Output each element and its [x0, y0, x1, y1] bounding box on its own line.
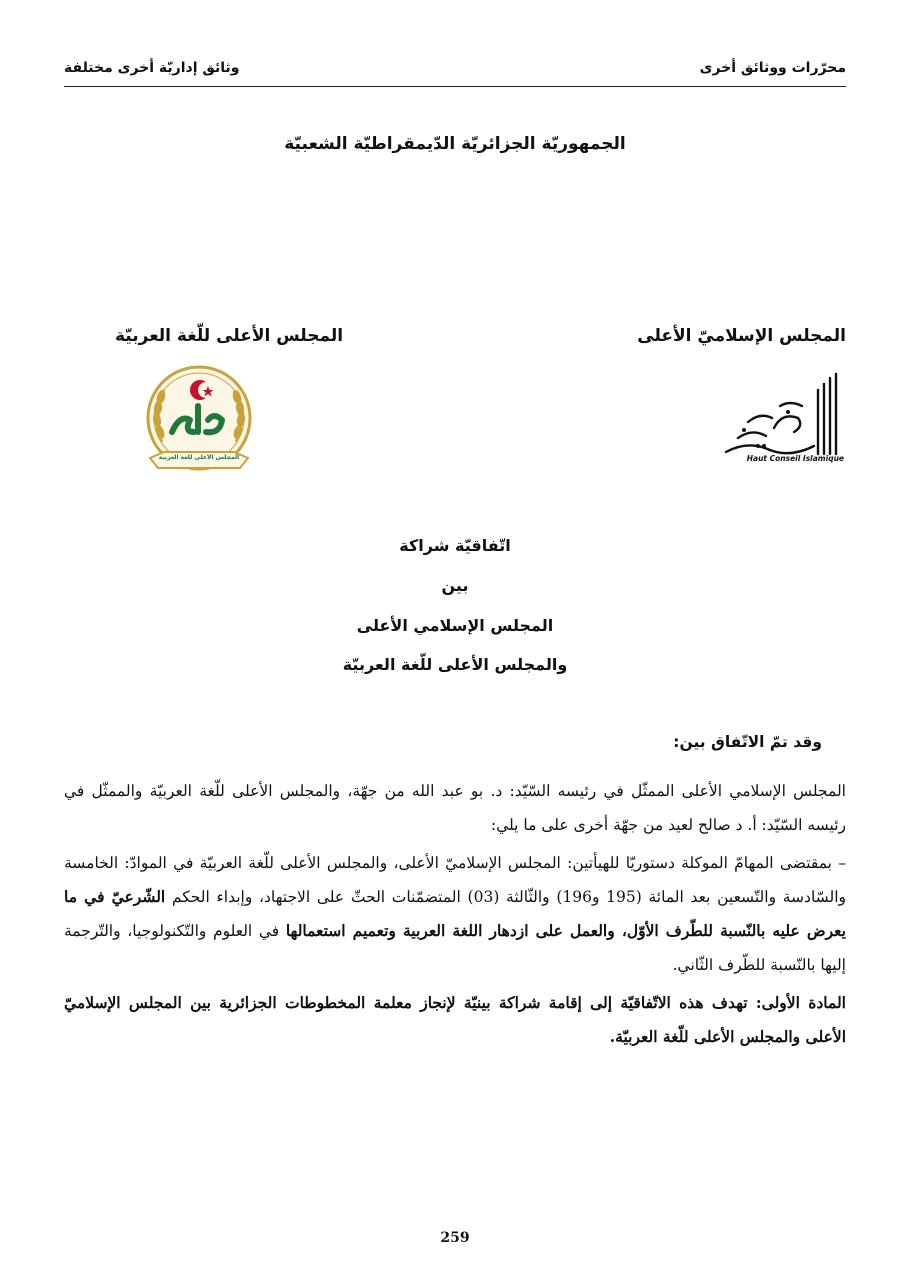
hcla-ribbon-text: المجلس الأعلى للغة العربية [158, 454, 240, 461]
institution-name-left: المجلس الأعلى للّغة العربيّة [115, 326, 344, 346]
institution-name-right: المجلس الإسلاميّ الأعلى [637, 326, 846, 346]
hci-calligraphy-icon [718, 366, 844, 458]
mandate-text-bold: الشّرعيّ في ما يعرض عليه بالنّسبة للطّرف الأوّل، والعمل على ازدهار اللغة العربية وتعميم استعمالها [64, 887, 846, 940]
hci-logo-caption: Haut Conseil Islamique [746, 454, 844, 463]
article-one: المادة الأولى: تهدف هذه الاتّفاقيّة إلى إقامة شراكة بينيّة لإنجاز معلمة المخطوطات الجزائرية بين المجلس الإسلاميّ الأعلى والمجلس الأعلى للّغة العربيّة. [64, 993, 846, 1046]
mandate-paragraph [64, 846, 846, 982]
parties-paragraph: المجلس الإسلامي الأعلى الممثّل في رئيسه السّيّد: د. بو عبد الله من جهّة، والمجلس الأعلى للّغة العربيّة والممثّل في رئيسه السّيّد: أ. د صالح لعيد من جهّة أخرى على ما يلي: [64, 782, 846, 834]
agreement-title-line3: المجلس الإسلامي الأعلى [356, 616, 554, 635]
agreed-intro: وقد تمّ الاتّفاق بين: [673, 733, 822, 751]
mandate-text-start: – بمقتضى المهامّ الموكلة دستوريّا للهيأتين: المجلس الإسلاميّ الأعلى، والمجلس الأعلى للّغة العربيّة في الموادّ: الخامسة والسّادسة والتّسعين بعد المائة (195 و196) والثّالثة (03) المتضمّنات الحثّ على الاجتهاد، وإبداء الحكم [64, 854, 847, 906]
hci-calligraphy-logo [718, 366, 844, 466]
mandate-text-end: في العلوم والتّكنولوجيا، والتّرجمة إليها بالنّسبة للطّرف الثّاني. [64, 922, 846, 974]
hcla-emblem-logo [140, 362, 258, 482]
agreement-title-line4: والمجلس الأعلى للّغة العربيّة [342, 655, 568, 674]
header-rule [64, 86, 846, 87]
republic-title: الجمهوريّة الجزائريّة الدّيمقراطيّة الشعبيّة [284, 134, 626, 154]
header-left-text: وثائق إداريّة أخرى مختلفة [64, 60, 240, 76]
agreement-title-line2: بين [441, 576, 469, 595]
agreement-title-line1: اتّفاقيّة شراكة [399, 536, 511, 555]
page-number: 259 [440, 1230, 470, 1246]
hcla-emblem-icon [140, 362, 258, 482]
header-right-text: محرّرات ووثائق أخرى [699, 60, 846, 76]
body-text [64, 774, 846, 1054]
